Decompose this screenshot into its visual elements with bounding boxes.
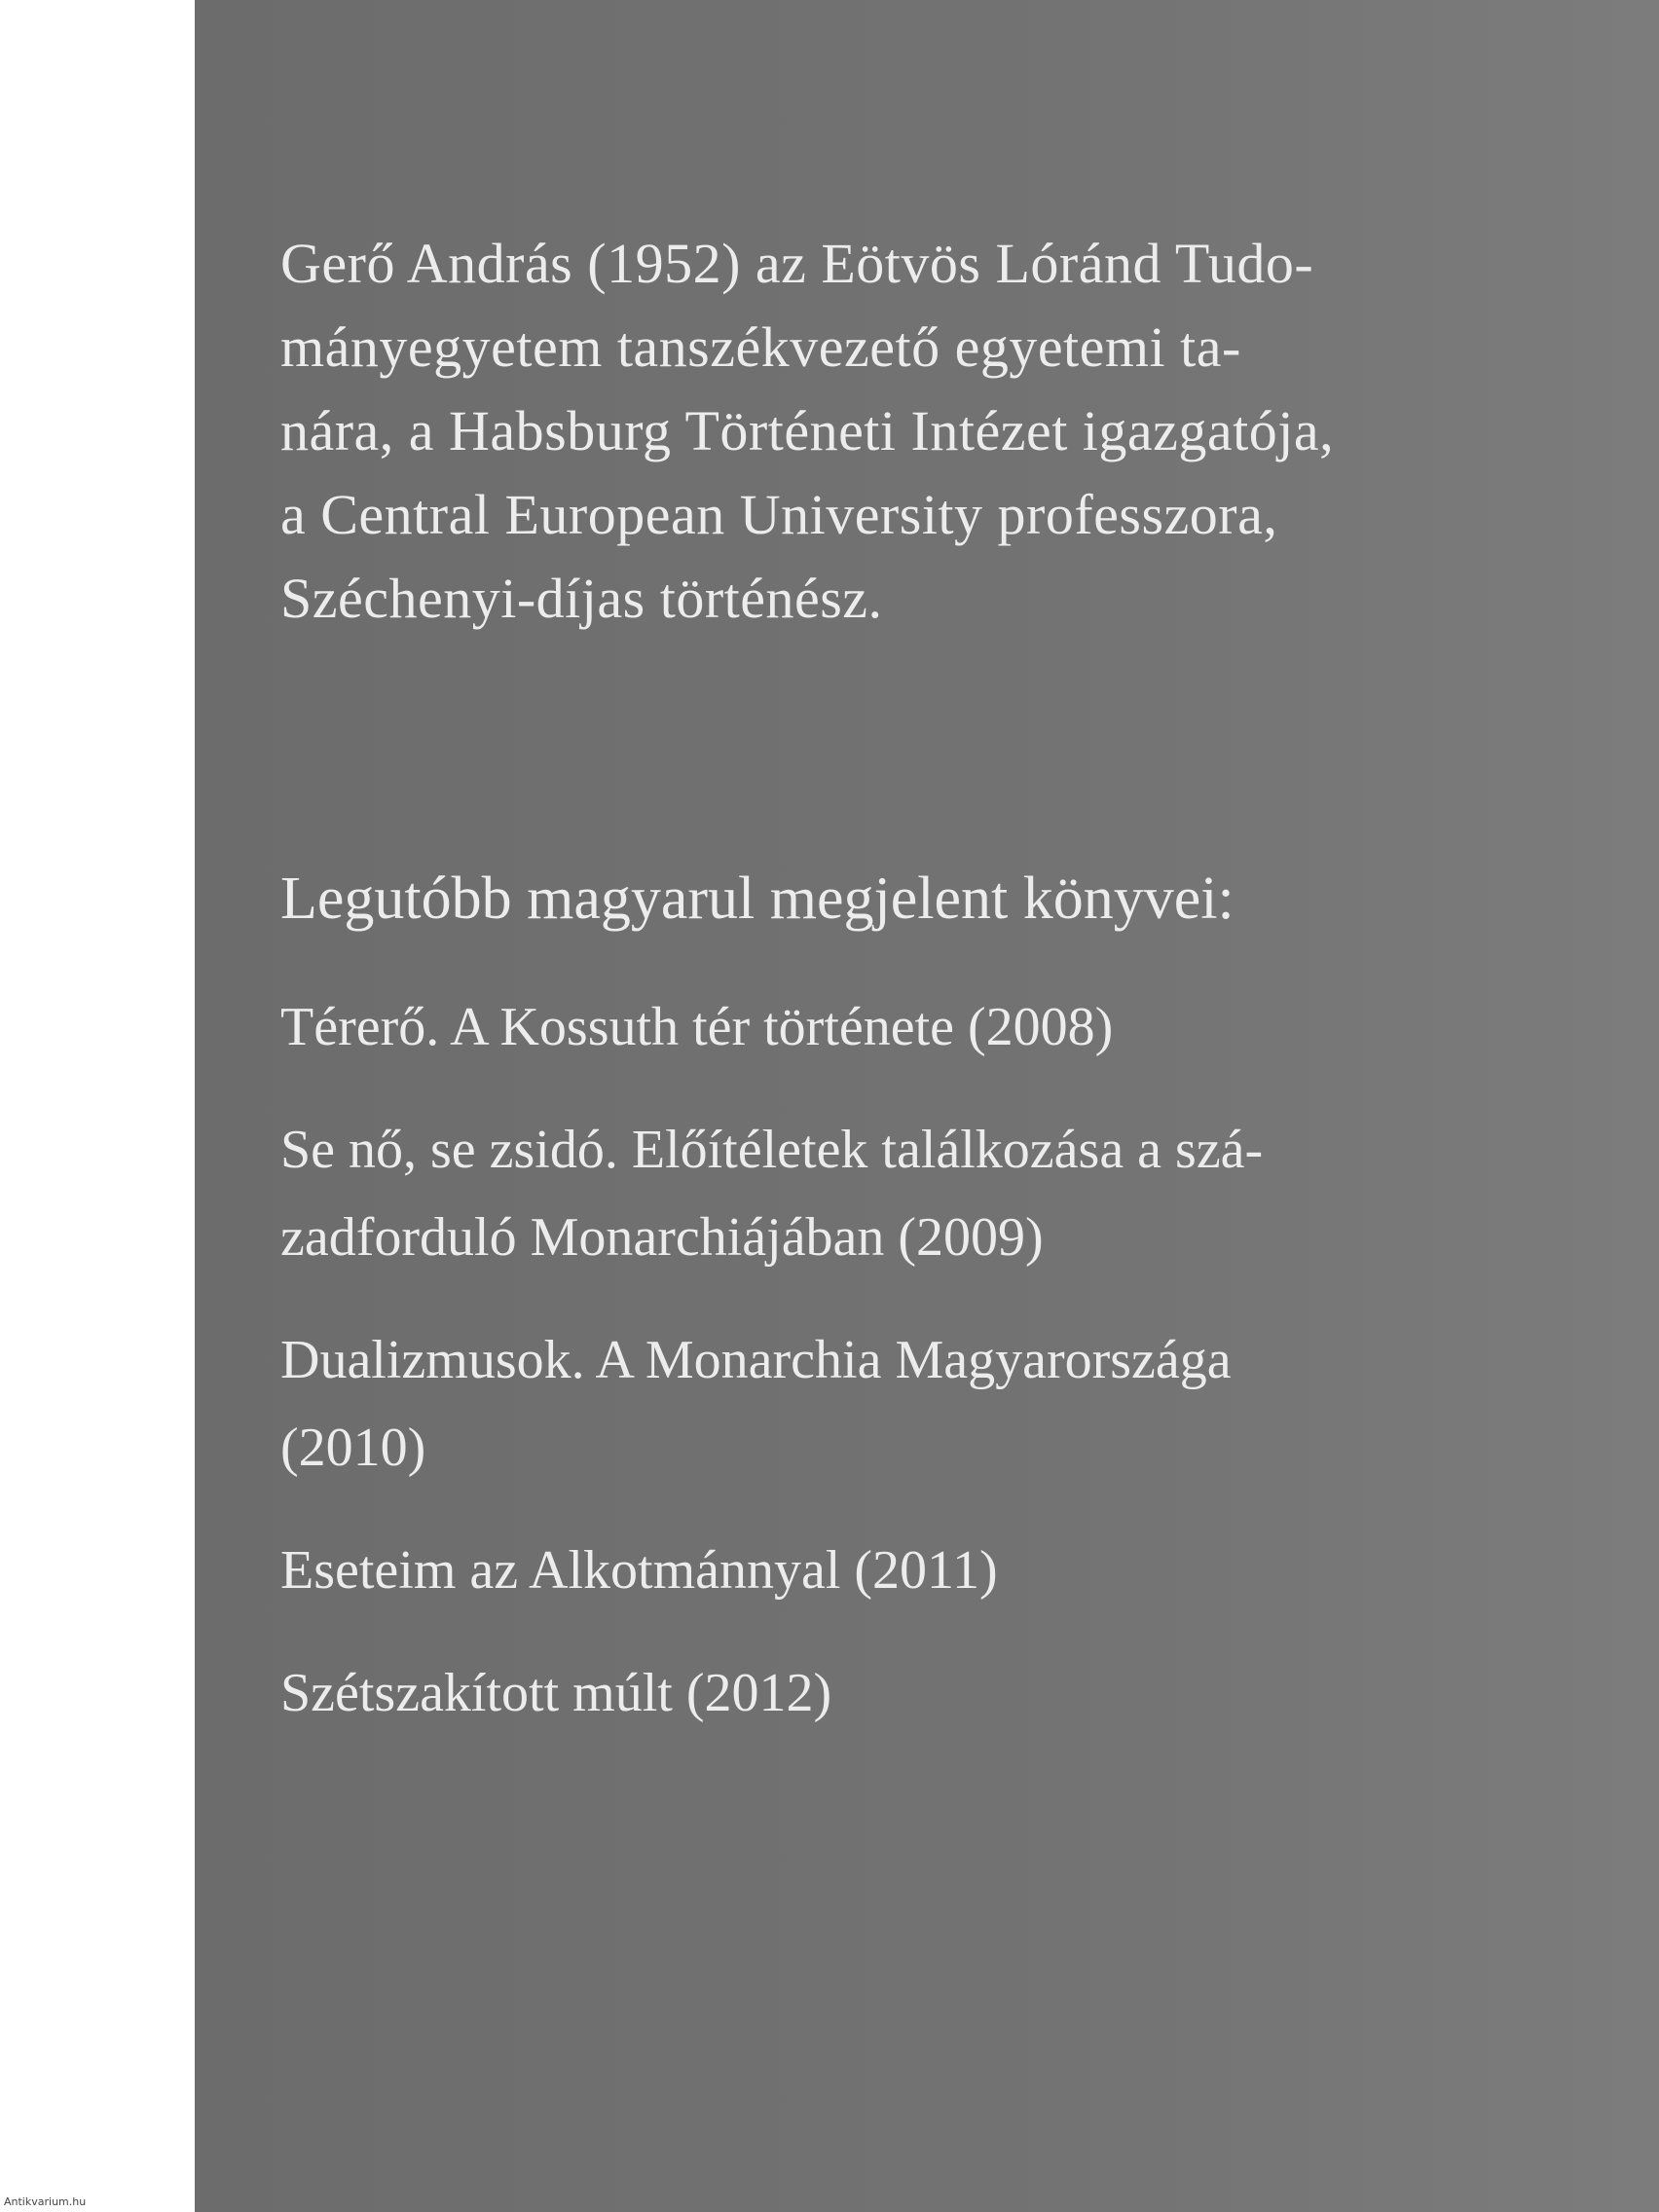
book-item [280,1527,1634,1614]
bio-line: mányegyetem tanszékvezető egyetemi ta- [280,315,1241,379]
books-heading: Legutóbb magyarul megjelent könyvei: [280,866,1235,932]
author-bio [280,222,1634,641]
bio-line: Széchenyi-díjas történész. [280,567,883,630]
cover-panel [195,0,1659,2212]
book-item [280,1316,1634,1492]
bio-line: nára, a Habsburg Történeti Intézet igazgatója, [280,399,1335,462]
books-list [280,983,1634,1737]
book-title-line: Dualizmusok. A Monarchia Magyarországa [280,1330,1232,1390]
book-item [280,1649,1634,1737]
book-title-line: zadforduló Monarchiájában (2009) [280,1207,1044,1268]
book-title-line: Se nő, se zsidó. Előítéletek találkozása a szá- [280,1120,1264,1180]
book-title-line: Szétszakított múlt (2012) [280,1663,832,1723]
spacer [280,1614,1634,1649]
spacer [280,1492,1634,1527]
book-item [280,1106,1634,1281]
book-title-line: Eseteim az Alkotmánnyal (2011) [280,1540,998,1601]
bio-line: Gerő András (1952) az Eötvös Lóránd Tudo- [280,232,1314,295]
book-title-line: (2010) [280,1418,426,1478]
bio-line: a Central European University professzora, [280,483,1278,546]
spacer [280,1071,1634,1106]
book-item [280,983,1634,1071]
spacer [280,1281,1634,1316]
watermark: Antikvarium.hu [4,2195,87,2208]
book-title-line: Térerő. A Kossuth tér története (2008) [280,997,1114,1057]
